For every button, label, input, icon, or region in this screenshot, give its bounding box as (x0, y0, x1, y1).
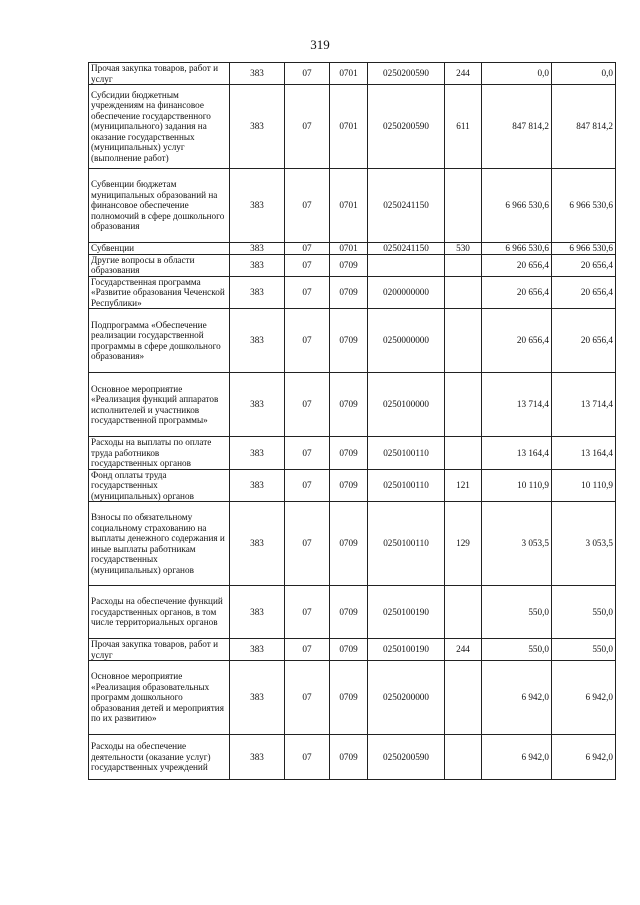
row-ved-code: 383 (230, 85, 285, 169)
table-row (89, 586, 616, 639)
row-amount-year2: 13 714,4 (552, 373, 616, 437)
row-ved-code: 383 (230, 502, 285, 586)
row-expense-type (445, 586, 482, 639)
table-row (89, 735, 616, 780)
row-section-code: 07 (285, 661, 330, 735)
row-subsection-code: 0709 (330, 586, 368, 639)
row-expense-type (445, 735, 482, 780)
row-subsection-code: 0701 (330, 63, 368, 85)
row-ved-code: 383 (230, 276, 285, 309)
row-name: Расходы на обеспечение деятельности (оказание услуг) государственных учреждений (89, 735, 230, 780)
table-row (89, 85, 616, 169)
row-expense-type: 121 (445, 469, 482, 502)
row-ved-code: 383 (230, 373, 285, 437)
row-amount-year2: 20 656,4 (552, 309, 616, 373)
table-row (89, 276, 616, 309)
row-target-article: 0250100110 (368, 502, 445, 586)
table-row (89, 309, 616, 373)
table-row (89, 661, 616, 735)
row-target-article: 0250200590 (368, 735, 445, 780)
row-amount-year2: 10 110,9 (552, 469, 616, 502)
row-expense-type (445, 254, 482, 276)
row-amount-year1: 550,0 (482, 586, 552, 639)
table-row (89, 639, 616, 661)
row-target-article: 0250100110 (368, 469, 445, 502)
row-name: Расходы на обеспечение функций государственных органов, в том числе территориальных органов (89, 586, 230, 639)
row-section-code: 07 (285, 243, 330, 255)
row-subsection-code: 0709 (330, 469, 368, 502)
table-row (89, 254, 616, 276)
row-amount-year1: 3 053,5 (482, 502, 552, 586)
row-ved-code: 383 (230, 661, 285, 735)
row-name: Государственная программа «Развитие образования Чеченской Республики» (89, 276, 230, 309)
row-section-code: 07 (285, 586, 330, 639)
row-amount-year2: 13 164,4 (552, 437, 616, 470)
row-name: Фонд оплаты труда государственных (муниципальных) органов (89, 469, 230, 502)
row-name: Подпрограмма «Обеспечение реализации государственной программы в сфере дошкольного образования» (89, 309, 230, 373)
row-ved-code: 383 (230, 254, 285, 276)
row-amount-year1: 20 656,4 (482, 254, 552, 276)
row-target-article: 0250100110 (368, 437, 445, 470)
row-name: Взносы по обязательному социальному страхованию на выплаты денежного содержания и иные выплаты работникам государственных (муниципальных) органов (89, 502, 230, 586)
row-amount-year2: 0,0 (552, 63, 616, 85)
row-expense-type (445, 276, 482, 309)
row-amount-year1: 0,0 (482, 63, 552, 85)
row-amount-year1: 10 110,9 (482, 469, 552, 502)
row-section-code: 07 (285, 469, 330, 502)
row-section-code: 07 (285, 169, 330, 243)
row-expense-type (445, 373, 482, 437)
row-amount-year2: 3 053,5 (552, 502, 616, 586)
row-amount-year1: 6 966 530,6 (482, 243, 552, 255)
row-name: Субвенции (89, 243, 230, 255)
row-amount-year2: 20 656,4 (552, 276, 616, 309)
table-body (89, 63, 616, 780)
row-subsection-code: 0709 (330, 254, 368, 276)
row-name: Расходы на выплаты по оплате труда работников государственных органов (89, 437, 230, 470)
row-ved-code: 383 (230, 639, 285, 661)
row-subsection-code: 0709 (330, 661, 368, 735)
row-ved-code: 383 (230, 169, 285, 243)
row-amount-year2: 6 942,0 (552, 735, 616, 780)
row-ved-code: 383 (230, 586, 285, 639)
row-expense-type (445, 309, 482, 373)
table-row (89, 243, 616, 255)
row-expense-type (445, 169, 482, 243)
row-ved-code: 383 (230, 309, 285, 373)
row-amount-year2: 550,0 (552, 639, 616, 661)
row-amount-year1: 6 942,0 (482, 661, 552, 735)
row-amount-year1: 13 164,4 (482, 437, 552, 470)
row-subsection-code: 0701 (330, 85, 368, 169)
table-row (89, 373, 616, 437)
row-subsection-code: 0709 (330, 502, 368, 586)
row-amount-year2: 6 966 530,6 (552, 243, 616, 255)
row-amount-year1: 6 942,0 (482, 735, 552, 780)
row-amount-year1: 550,0 (482, 639, 552, 661)
row-subsection-code: 0701 (330, 169, 368, 243)
row-amount-year2: 20 656,4 (552, 254, 616, 276)
row-section-code: 07 (285, 502, 330, 586)
row-amount-year2: 550,0 (552, 586, 616, 639)
row-subsection-code: 0709 (330, 276, 368, 309)
row-ved-code: 383 (230, 243, 285, 255)
budget-table (88, 62, 616, 780)
row-expense-type (445, 437, 482, 470)
row-target-article: 0250100000 (368, 373, 445, 437)
row-subsection-code: 0709 (330, 309, 368, 373)
row-subsection-code: 0709 (330, 437, 368, 470)
table-row (89, 169, 616, 243)
table-row (89, 63, 616, 85)
row-amount-year1: 847 814,2 (482, 85, 552, 169)
row-target-article: 0250200590 (368, 63, 445, 85)
row-section-code: 07 (285, 276, 330, 309)
row-target-article: 0250241150 (368, 243, 445, 255)
page-number: 319 (310, 37, 330, 52)
row-ved-code: 383 (230, 437, 285, 470)
row-amount-year1: 20 656,4 (482, 276, 552, 309)
row-target-article: 0250200000 (368, 661, 445, 735)
row-name: Прочая закупка товаров, работ и услуг (89, 639, 230, 661)
row-expense-type: 611 (445, 85, 482, 169)
row-name: Прочая закупка товаров, работ и услуг (89, 63, 230, 85)
row-name: Основное мероприятие «Реализация функций аппаратов исполнителей и участников государственной программы» (89, 373, 230, 437)
row-amount-year1: 20 656,4 (482, 309, 552, 373)
row-target-article: 0250241150 (368, 169, 445, 243)
row-section-code: 07 (285, 85, 330, 169)
row-section-code: 07 (285, 437, 330, 470)
row-subsection-code: 0709 (330, 639, 368, 661)
row-amount-year1: 13 714,4 (482, 373, 552, 437)
row-section-code: 07 (285, 254, 330, 276)
row-expense-type: 129 (445, 502, 482, 586)
table-row (89, 502, 616, 586)
row-name: Субвенции бюджетам муниципальных образований на финансовое обеспечение полномочий в сфере дошкольного образования (89, 169, 230, 243)
row-ved-code: 383 (230, 469, 285, 502)
row-expense-type (445, 661, 482, 735)
row-target-article: 0250000000 (368, 309, 445, 373)
row-section-code: 07 (285, 63, 330, 85)
row-expense-type: 244 (445, 63, 482, 85)
row-section-code: 07 (285, 373, 330, 437)
row-subsection-code: 0701 (330, 243, 368, 255)
row-expense-type: 530 (445, 243, 482, 255)
row-amount-year1: 6 966 530,6 (482, 169, 552, 243)
row-target-article: 0250200590 (368, 85, 445, 169)
row-expense-type: 244 (445, 639, 482, 661)
row-name: Субсидии бюджетным учреждениям на финансовое обеспечение государственного (муниципального) задания на оказание государственных (муниципальных) услуг (выполнение работ) (89, 85, 230, 169)
row-name: Основное мероприятие «Реализация образовательных программ дошкольного образования детей и мероприятия по их развитию» (89, 661, 230, 735)
row-amount-year2: 6 966 530,6 (552, 169, 616, 243)
row-section-code: 07 (285, 309, 330, 373)
table-row (89, 437, 616, 470)
row-subsection-code: 0709 (330, 373, 368, 437)
row-target-article: 0250100190 (368, 586, 445, 639)
row-ved-code: 383 (230, 735, 285, 780)
row-name: Другие вопросы в области образования (89, 254, 230, 276)
row-target-article: 0250100190 (368, 639, 445, 661)
table-row (89, 469, 616, 502)
row-section-code: 07 (285, 639, 330, 661)
row-target-article: 0200000000 (368, 276, 445, 309)
row-amount-year2: 847 814,2 (552, 85, 616, 169)
row-amount-year2: 6 942,0 (552, 661, 616, 735)
row-section-code: 07 (285, 735, 330, 780)
row-subsection-code: 0709 (330, 735, 368, 780)
row-target-article (368, 254, 445, 276)
row-ved-code: 383 (230, 63, 285, 85)
